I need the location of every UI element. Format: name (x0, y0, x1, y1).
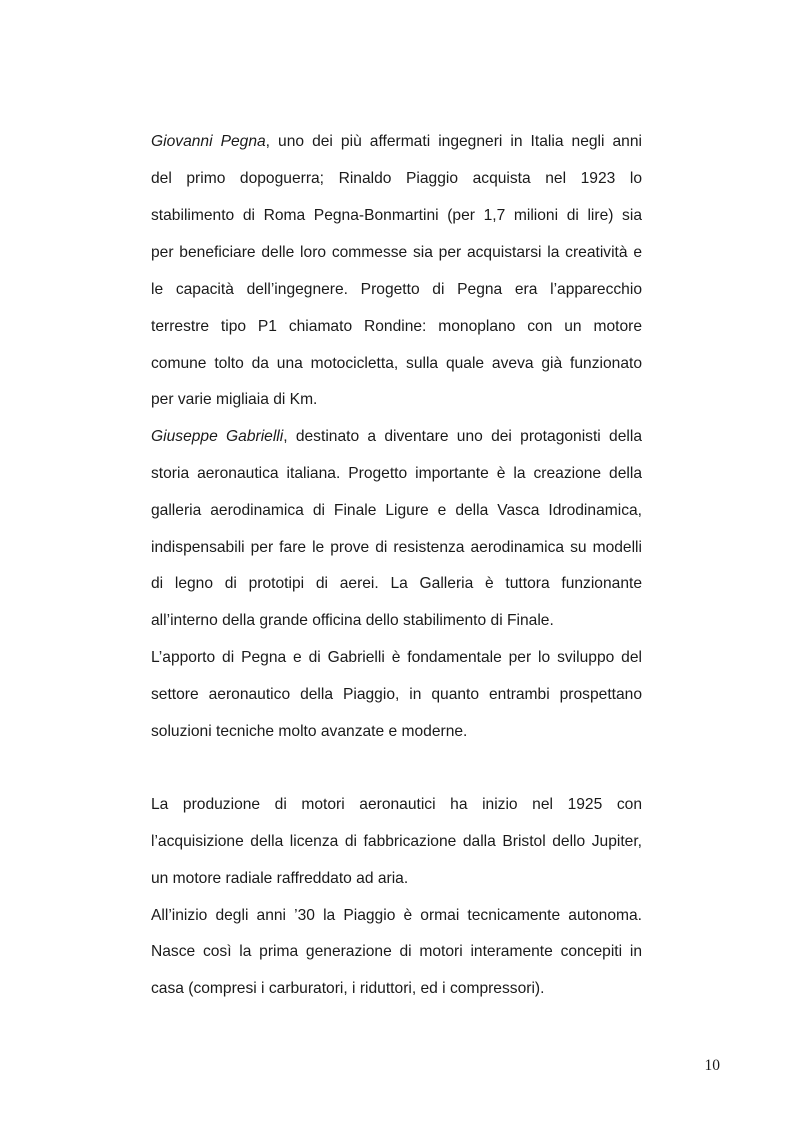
text-line: comune tolto da una motocicletta, sulla quale aveva già funzionato (151, 355, 642, 372)
text-line: Giuseppe Gabrielli, destinato a diventare uno dei protagonisti della (151, 428, 642, 445)
text-line: del primo dopoguerra; Rinaldo Piaggio acquista nel 1923 lo (151, 170, 642, 187)
text-line: per beneficiare delle loro commesse sia per acquistarsi la creatività e (151, 244, 642, 261)
page-number: 10 (704, 1057, 720, 1074)
text-line: di legno di prototipi di aerei. La Galleria è tuttora funzionante (151, 575, 642, 592)
text-line: per varie migliaia di Km. (151, 391, 318, 408)
text-line: all’interno della grande officina dello stabilimento di Finale. (151, 612, 554, 629)
text-line: indispensabili per fare le prove di resistenza aerodinamica su modelli (151, 539, 642, 556)
text-line: un motore radiale raffreddato ad aria. (151, 870, 409, 887)
text-line: terrestre tipo P1 chiamato Rondine: monoplano con un motore (151, 318, 642, 335)
text-line: casa (compresi i carburatori, i riduttori, ed i compressori). (151, 980, 545, 997)
text-line: le capacità dell’ingegnere. Progetto di Pegna era l’apparecchio (151, 281, 642, 298)
text-line: settore aeronautico della Piaggio, in quanto entrambi prospettano (151, 686, 642, 703)
text-line: l’acquisizione della licenza di fabbricazione dalla Bristol dello Jupiter, (151, 833, 642, 850)
person-name: Giuseppe Gabrielli (151, 428, 284, 445)
text-line: storia aeronautica italiana. Progetto importante è la creazione della (151, 465, 642, 482)
text-line: L’apporto di Pegna e di Gabrielli è fondamentale per lo sviluppo del (151, 649, 642, 666)
text-line: All’inizio degli anni ’30 la Piaggio è ormai tecnicamente autonoma. (151, 907, 642, 924)
text-line: Giovanni Pegna, uno dei più affermati ingegneri in Italia negli anni (151, 133, 642, 150)
text-line: galleria aerodinamica di Finale Ligure e della Vasca Idrodinamica, (151, 502, 642, 519)
person-name: Giovanni Pegna (151, 133, 266, 150)
text-line: soluzioni tecniche molto avanzate e moderne. (151, 723, 468, 740)
text-line: La produzione di motori aeronautici ha inizio nel 1925 con (151, 796, 642, 813)
text-line: Nasce così la prima generazione di motori interamente concepiti in (151, 943, 642, 960)
text-line: stabilimento di Roma Pegna-Bonmartini (per 1,7 milioni di lire) sia (151, 207, 642, 224)
